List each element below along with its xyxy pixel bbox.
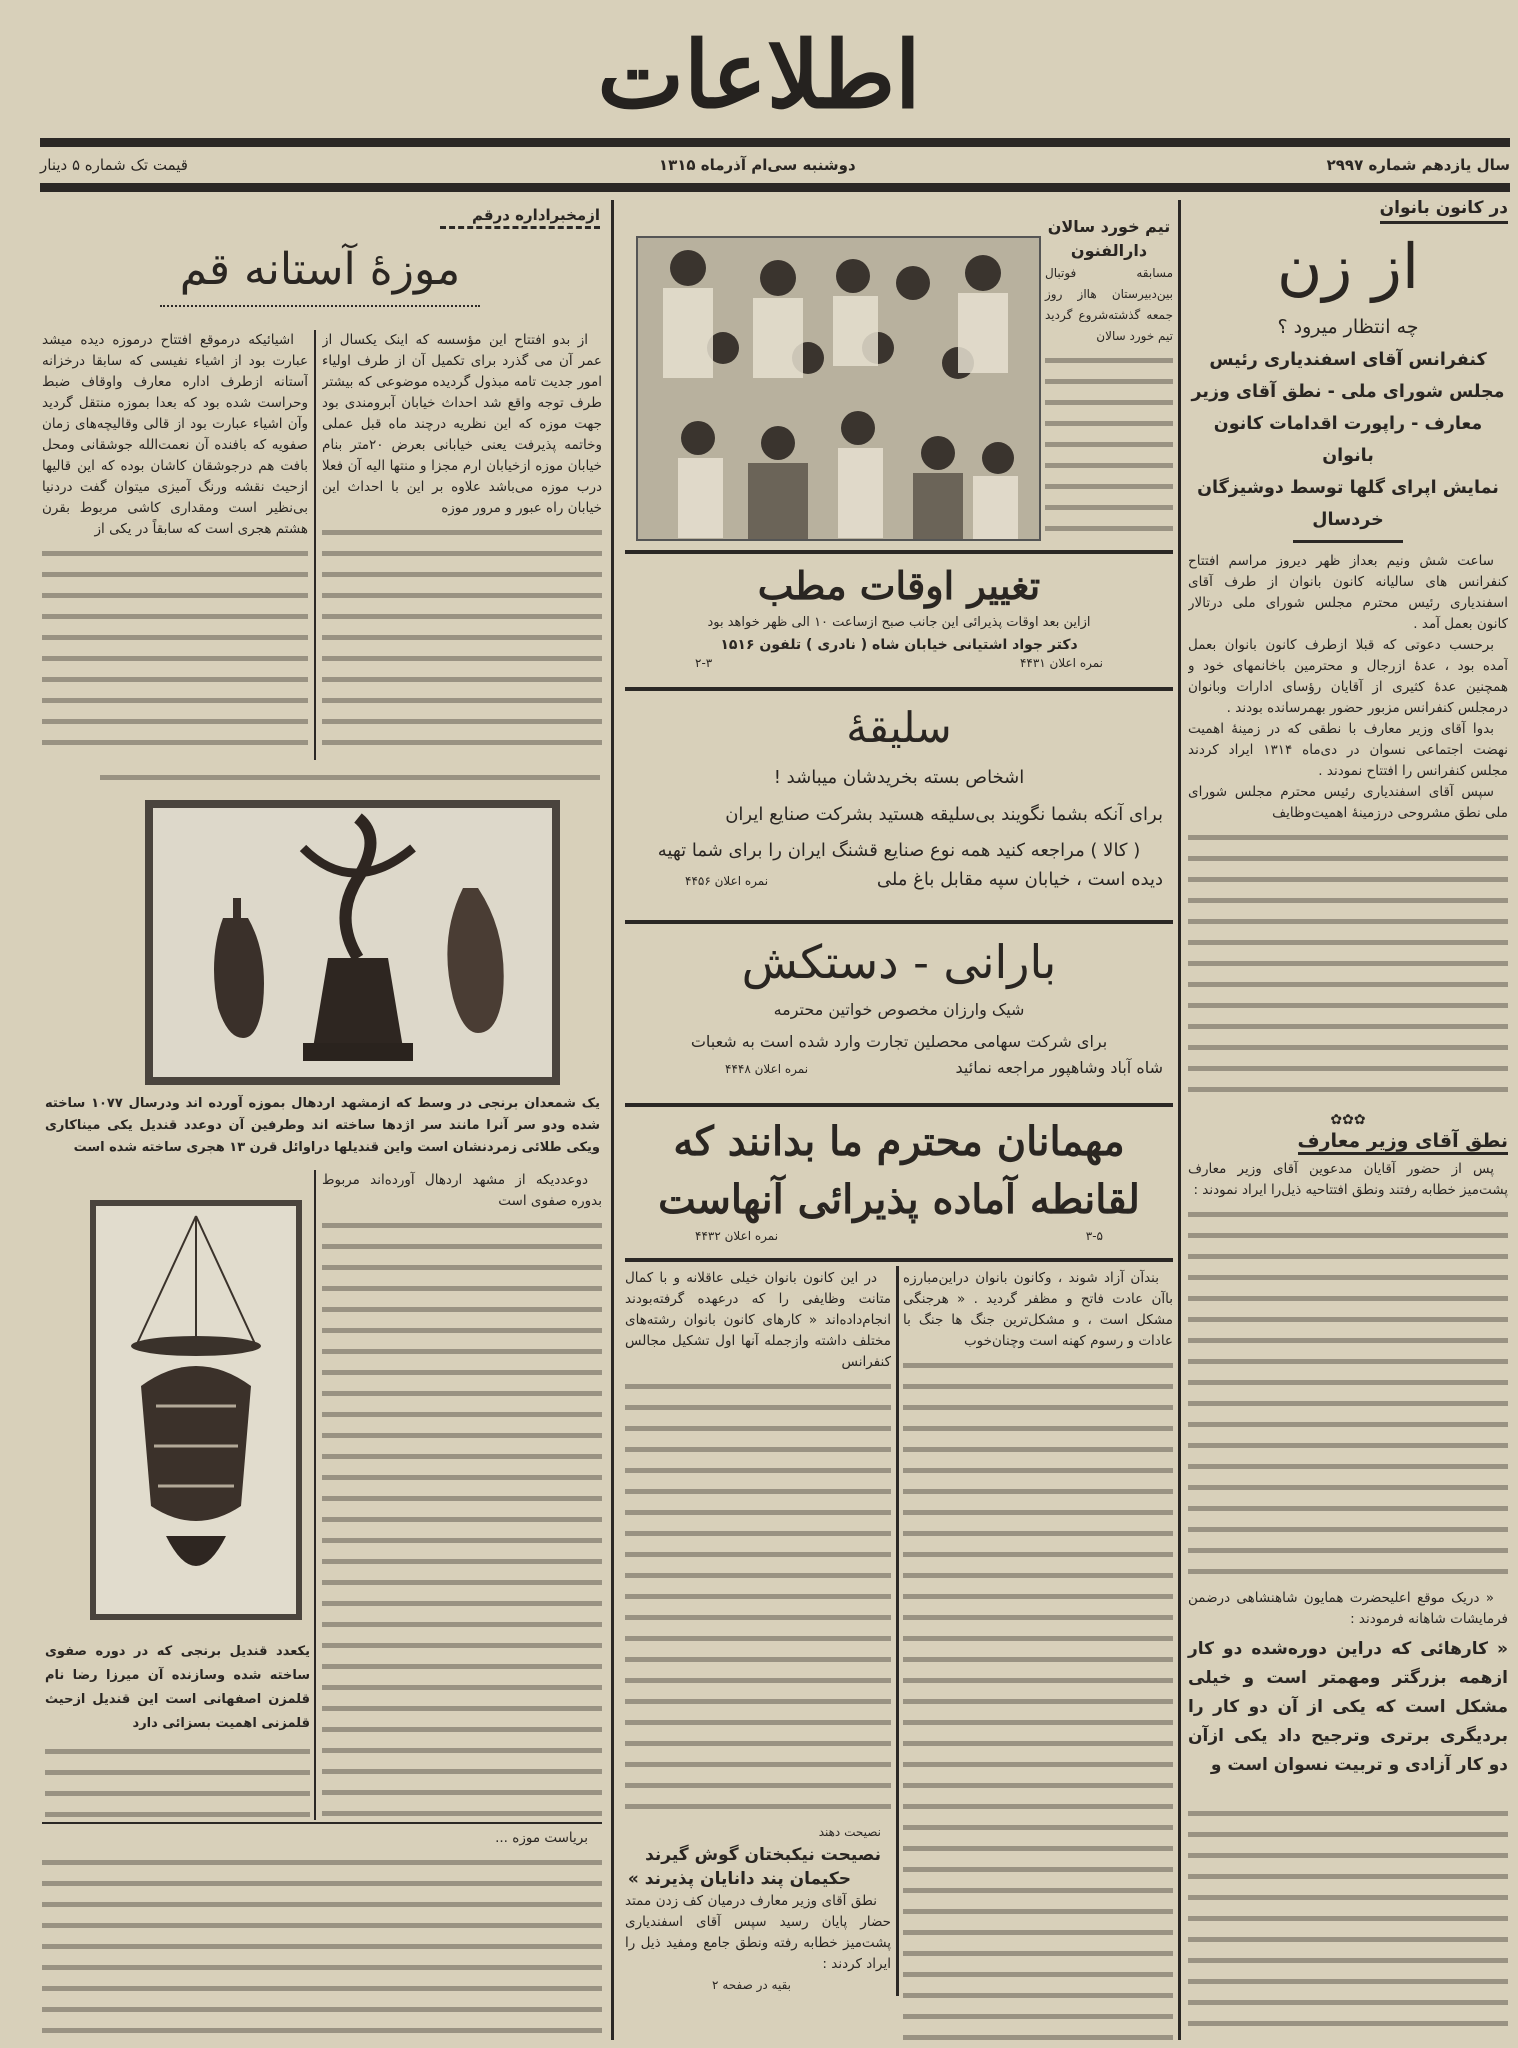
football-team-photo bbox=[636, 236, 1041, 541]
illegible-text bbox=[903, 1356, 1173, 2040]
center-right-text bbox=[903, 1268, 1173, 2040]
deck bbox=[1188, 344, 1508, 536]
headline: موزهٔ آستانه قم bbox=[160, 235, 480, 307]
ad-number: نمره اعلان ۴۴۳۱ bbox=[1019, 656, 1103, 670]
paragraph: در این کانون بانوان خیلی عاقلانه و با کمال متانت وظایفی را که درعهده گرفته‌بودند انجام‌داده‌اند « کارهای کانون بانوان رشته‌های مختلف داشته وازجمله آنها اول تشکیل مجالس کنفرانس bbox=[625, 1270, 891, 1370]
section-kicker: در کانون بانوان bbox=[1380, 198, 1508, 224]
illegible-text bbox=[45, 1742, 310, 1818]
illegible-text bbox=[1045, 351, 1173, 545]
right-column-article bbox=[1188, 198, 1508, 1108]
paragraph: از بدو افتتاح این مؤسسه که اینک یکسال از عمر آن می گذرد برای تکمیل آن از طرف اولیاء امور جدیت تامه مبذول گردیده موضوعی که بیشتر طرف توجه واقع شد احداث خیابان آبرومندی بود جهت موزه که این نظریه درچند ماه قبل عملی وخاتمه پذیرفت یعنی خیابانی بعرض ۲۰متر بنام خیابان موزه ازخیابان ارم مجزا و منتها الیه آن فعلا درب موزه می‌باشد علاوه بر این با احداث این خیابان راه عبور و مرور موزه bbox=[322, 332, 602, 516]
divider bbox=[42, 1822, 602, 1824]
ad-number: نمره اعلان ۴۴۳۲ bbox=[695, 1229, 779, 1243]
paragraph: بندآن آزاد شوند ، وکانون بانوان دراین‌مبارزه باآن عادت فاتح و مظفر گردید . « هرجنگی مشکل است ، و مشکل‌ترین جنگ ها جنگ با عادات و رسوم کهنه است وچنان‌خوب bbox=[903, 1270, 1173, 1349]
flower-ornament-icon: ✿✿✿ bbox=[1330, 1112, 1366, 1128]
ad-line: دیده است ، خیابان سپه مقابل باغ ملی bbox=[876, 869, 1163, 890]
center-left-text bbox=[625, 1268, 891, 1820]
section-heading: نطق آقای وزیر معارف bbox=[1298, 1131, 1508, 1155]
ad-line: اشخاص بسته بخریدشان میباشد ! bbox=[773, 767, 1025, 788]
paragraph: « دریک موقع اعلیحضرت همایون شاهنشاهی درضمن فرمایشات شاهانه فرمودند : bbox=[1188, 1590, 1508, 1627]
deck-line: مجلس شورای ملی - نطق آقای وزیر bbox=[1191, 382, 1505, 402]
illegible-text bbox=[1188, 828, 1508, 1108]
illegible-text bbox=[1188, 1205, 1508, 1582]
masthead-logo: اطلاعات bbox=[597, 21, 921, 129]
issue-date: دوشنبه سی‌ام آذرماه ۱۳۱۵ bbox=[658, 156, 856, 174]
candlestick-image bbox=[153, 808, 552, 1077]
column-divider bbox=[314, 1170, 316, 1820]
ad-taste bbox=[625, 687, 1173, 919]
deck-line: نمایش اپرای گلها توسط دوشیزگان خردسال bbox=[1197, 478, 1499, 530]
ad-title: مهمانان محترم ما بدانند که لقانطه آماده پذیرائی آنهاست bbox=[658, 1118, 1140, 1223]
illegible-text bbox=[42, 1853, 602, 2040]
team-photo-image bbox=[638, 238, 1041, 541]
lantern-caption: یکعدد قندیل برنجی که در دوره صفوی ساخته شده وسازنده آن میرزا رضا نام قلمزن اصفهانی است این قندیل ازحیث قلمزنی اهمیت بسزائی دارد bbox=[45, 1644, 310, 1731]
headline: از زن bbox=[1276, 230, 1420, 303]
dateline-rule bbox=[40, 183, 1510, 192]
ad-bottom-rule bbox=[625, 1258, 1173, 1262]
right-column-continued bbox=[1188, 1800, 1508, 2040]
ad-number: نمره اعلان ۴۴۵۶ bbox=[685, 874, 769, 888]
issue-number: سال یازدهم شماره ۲۹۹۷ bbox=[1326, 156, 1510, 174]
ad-line: شاه آباد وشاهپور مراجعه نمائید bbox=[955, 1058, 1163, 1077]
royal-quote: « کارهائی که دراین دوره‌شده دو کار ازهمه بزرگتر ومهمتر است و خیلی مشکل است که یکی از آن دو کار را بردیگری برتری وترجیح داد یکی ازآن دو کار آزادی و تربیت نسوان است و bbox=[1188, 1639, 1508, 1775]
ad-title: تغییر اوقات مطب bbox=[757, 563, 1041, 608]
column-divider bbox=[1178, 200, 1181, 2040]
ad-line: ازاین بعد اوقات پذیرائی این جانب صبح ازساعت ۱۰ الی ظهر خواهد بود bbox=[707, 615, 1091, 630]
lantern-photo bbox=[90, 1200, 302, 1620]
ad-lacanteh bbox=[625, 1103, 1173, 1258]
illegible-text bbox=[1188, 1804, 1508, 2040]
subheadline: چه انتظار میرود ؟ bbox=[1277, 316, 1419, 338]
column-divider bbox=[314, 330, 316, 760]
ad-title: سلیقهٔ bbox=[846, 703, 952, 752]
ad-title: بارانی - دستکش bbox=[741, 935, 1057, 989]
illegible-text bbox=[42, 544, 308, 760]
section-heading: نصیحت نیکبختان گوش گیرند bbox=[645, 1845, 881, 1865]
paragraph: برحسب دعوتی که قبلا ازطرف کانون بانوان بعمل آمده بود ، عدهٔ ازرجال و محترمین باخانمهای خود و همچنین عدهٔ کثیری از آقایان رؤسای ادارات وبانوان درمجلس کنفرانس مزبور حضور بهمرسانده بودند . bbox=[1188, 637, 1508, 716]
section-kicker: ازمخبراداره درقم bbox=[440, 206, 600, 229]
ad-series: ۲-۳ bbox=[695, 656, 713, 670]
ad-line: شیک وارزان مخصوص خواتین محترمه bbox=[773, 1000, 1025, 1019]
deck-line: معارف - راپورت اقدامات کانون بانوان bbox=[1213, 414, 1483, 466]
divider bbox=[1293, 540, 1403, 543]
ad-number: نمره اعلان ۴۴۴۸ bbox=[725, 1062, 809, 1076]
section-kicker: نصیحت دهند bbox=[818, 1825, 881, 1839]
minister-speech-section bbox=[1188, 1110, 1508, 1630]
ad-raincoat-gloves bbox=[625, 920, 1173, 1102]
deck-line: کنفرانس آقای اسفندیاری رئیس bbox=[1209, 350, 1487, 370]
ad-line: دکتر جواد اشتیانی خیابان شاه ( نادری ) تلفون ۱۵۱۶ bbox=[720, 637, 1078, 653]
dateline bbox=[40, 150, 1510, 180]
illegible-text bbox=[322, 1216, 602, 1820]
ad-series: ۳-۵ bbox=[1085, 1229, 1103, 1243]
column-divider bbox=[896, 1266, 899, 1996]
illegible-text bbox=[100, 768, 600, 786]
photo-text: مسابقه فوتبال بین‌دبیرستان هااز روز جمعه گذشته‌شروع گردید تیم خورد سالان bbox=[1045, 266, 1173, 343]
paragraph: سپس آقای اسفندیاری رئیس محترم مجلس شورای ملی نطق مشروحی درزمینهٔ اهمیت‌وظایف bbox=[1188, 784, 1508, 821]
paragraph: نطق آقای وزیر معارف درمیان کف زدن ممتد حضار پایان رسید سپس آقای اسفندیاری پشت‌میز خطابه رفته ونطق جامع ومفید ذیل را ایراد کردند : bbox=[625, 1893, 891, 1972]
illegible-caption-line bbox=[100, 764, 600, 786]
continued-note: بقیه در صفحه ۲ bbox=[712, 1978, 791, 1992]
paragraph: ساعت شش ونیم بعداز ظهر دیروز مراسم افتتاح کنفرانس های سالیانه کانون بانوان از طرف آقای اسفندیاری رئیس محترم مجلس شورای ملی درتالار کانون بعمل آمد . bbox=[1188, 553, 1508, 632]
top-rule bbox=[40, 138, 1510, 147]
paragraph: بدوا آقای وزیر معارف با نطقی که در زمینهٔ اهمیت نهضت اجتماعی نسوان در دی‌ماه ۱۳۱۴ ایراد کردند مجلس کنفرانس را افتتاح نمودند . bbox=[1188, 721, 1508, 779]
lantern-image bbox=[96, 1206, 296, 1614]
photo-caption bbox=[1045, 215, 1173, 545]
ad-line: برای شرکت سهامی محصلین تجارت وارد شده است به شعبات bbox=[690, 1032, 1108, 1051]
paragraph: اشیائیکه درموقع افتتاح درموزه دیده میشد عبارت بود از اشیاء نفیسی که سابقا درخزانه آستانه ازطرف اداره معارف واوقاف ضبط وحراست شده بود که بعدا بموزه منتقل گردید وآن اشیاء عبارت بود از قالی وقالیچه‌های زمان صفویه که بافنده آن نعمت‌الله جوشقانی ومحل بافت هم درجوشقان کاشان بوده که این قالیها ازحیث نقشه ورنگ آمیزی میتوان گفت دردنیا بی‌نظیر است ومقداری کاشی مربوط بقرن هشتم هجری است که سابقاً در یکی از bbox=[42, 332, 308, 537]
candlestick-caption: یک شمعدان برنجی در وسط که ازمشهد اردهال بموزه آورده اند ودرسال ۱۰۷۷ ساخته شده ودو سر آنرا مانند سر اژدها ساخته اند وطرفین آن دوعدد قندیل یکی میناکاری ویکی طلائی زمردنشان است واین قندیلها دراوائل قرن ۱۳ هجری ساخته شده است bbox=[45, 1096, 600, 1155]
museum-text-col-a bbox=[322, 330, 602, 760]
ad-line: ( کالا ) مراجعه کنید همه نوع صنایع قشنگ ایران را برای شما تهیه bbox=[657, 840, 1141, 861]
advice-section bbox=[625, 1822, 891, 1996]
ad-line: برای آنکه بشما نگویند بی‌سلیقه هستید بشرکت صنایع ایران bbox=[725, 804, 1163, 825]
illegible-text bbox=[625, 1377, 891, 1820]
candlestick-photo bbox=[145, 800, 560, 1085]
museum-text-col-b bbox=[42, 330, 308, 760]
paragraph: پس از حضور آقایان مدعوین آقای وزیر معارف پشت‌میز خطابه رفتند ونطق افتتاحیه ذیل‌را ایراد نمودند : bbox=[1188, 1161, 1508, 1198]
paragraph: بریاست موزه ... bbox=[495, 1830, 588, 1846]
ad-clinic-hours bbox=[625, 550, 1173, 687]
section-heading: حکیمان پند دانایان پذیرند » bbox=[627, 1869, 851, 1889]
museum-text-bottom bbox=[42, 1828, 602, 2040]
photo-title: تیم خورد سالان دارالفنون bbox=[1047, 217, 1171, 260]
column-divider bbox=[611, 200, 614, 2040]
museum-text-col-c bbox=[322, 1170, 602, 1820]
illegible-text bbox=[322, 523, 602, 760]
issue-price: قیمت تک شماره ۵ دینار bbox=[40, 156, 188, 174]
paragraph: دوعددیکه از مشهد اردهال آورده‌اند مربوط بدوره صفوی است bbox=[322, 1172, 602, 1209]
left-column-continued bbox=[45, 1738, 310, 1818]
